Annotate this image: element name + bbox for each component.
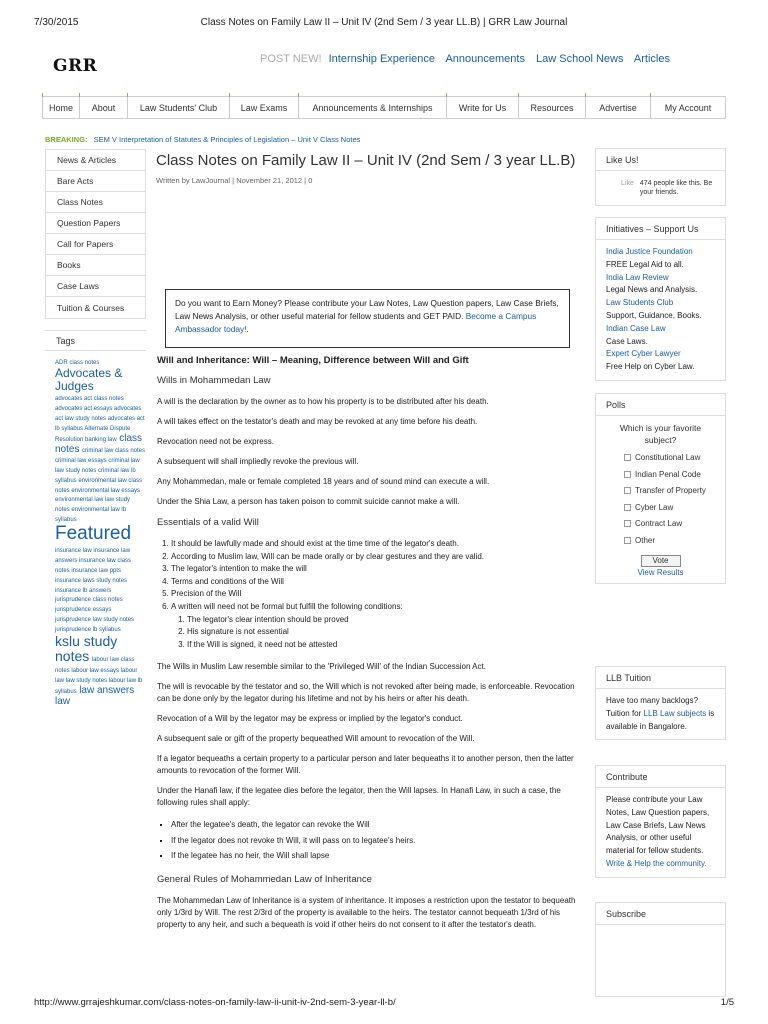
print-header: [0, 0, 768, 28]
post-date: November 21, 2012: [236, 176, 303, 185]
paragraph: Any Mohammedan, male or female completed 18 years and of sound mind can execute a will.: [157, 477, 490, 486]
checkbox-icon[interactable]: [624, 487, 631, 494]
left-menu: [45, 149, 146, 319]
section-heading: Essentials of a valid Will: [157, 517, 259, 528]
top-nav-articles[interactable]: Articles: [633, 53, 670, 65]
paragraph: Under the Hanafi law, if the legatee dies before the legator, then the Will lapses. In Hanafi Law, in such a case, the following rules shall apply:: [157, 786, 561, 808]
initiative-desc: Free Help on Cyber Law.: [606, 362, 695, 372]
llb-subjects-link[interactable]: LLB Law subjects: [643, 708, 707, 718]
post-title: Class Notes on Family Law II – Unit IV (2nd Sem / 3 year LL.B): [156, 152, 576, 169]
initiative-link[interactable]: Expert Cyber Lawyer: [606, 349, 681, 359]
post-comments[interactable]: 0: [308, 176, 313, 185]
left-menu-question-papers[interactable]: Question Papers: [46, 213, 145, 234]
initiative-link[interactable]: India Justice Foundation: [606, 247, 693, 256]
list-item: 2. According to Muslim law, Will can be made orally or by clear gestures and they are valid.: [171, 551, 579, 564]
left-menu-tuition-courses[interactable]: Tuition & Courses: [57, 302, 125, 313]
post-new-label: POST NEW!: [260, 53, 322, 65]
nav-law-exams[interactable]: Law Exams: [230, 97, 299, 118]
left-menu-books[interactable]: Books: [46, 255, 145, 276]
tuition-text-end: is available in Bangalore.: [606, 708, 715, 731]
tag-link[interactable]: kslu study notes: [55, 632, 118, 665]
list-item: 3. If the Will is signed, it need not be attested: [187, 639, 579, 652]
write-help-link[interactable]: Write & Help the community.: [606, 858, 707, 868]
view-results-link[interactable]: View Results: [637, 568, 684, 577]
initiative-link[interactable]: Indian Case Law: [606, 323, 666, 333]
tag-link[interactable]: labour law class notes labour law essays labour law law study notes labour law lb syllabus: [55, 657, 143, 695]
like-widget: [595, 148, 726, 206]
left-menu-news-articles[interactable]: News & Articles: [46, 150, 145, 171]
paragraph: The Mohammedan Law of Inheritance is a system of inheritance. It imposes a restriction upon the testator to bequeath only 1/3rd by Will. The rest 2/3rd of the property is available to the heirs. The testator cannot bequeath 1/3rd of his property to any heir, and such a bequeath is void if other heirs do not consent to it after the testator's death.: [157, 895, 576, 929]
list-item: ▪ If the legatee has no heir, the Will shall lapse: [171, 848, 579, 864]
nav-home[interactable]: Home: [43, 97, 80, 118]
poll-option[interactable]: Indian Penal Code: [596, 467, 725, 484]
tag-link[interactable]: insurance law insurance law answers insurance law class notes insurance law ppts insurance laws study notes insurance lb answers jurisprudence class notes jurisprudence essays jurisprudence law study notes jurisprudence lb syllabus: [55, 547, 135, 634]
article-heading: Will and Inheritance: Will – Meaning, Difference between Will and Gift: [157, 355, 469, 366]
list-item: 3. The legator's intention to make the will: [171, 563, 579, 576]
initiative-desc: Case Laws.: [606, 336, 648, 346]
poll-option[interactable]: Other: [596, 533, 725, 550]
poll-option[interactable]: Contract Law: [596, 516, 725, 533]
paragraph: A will is the declaration by the owner as to how his property is to be distributed after his death.: [157, 397, 489, 406]
top-nav-announcements[interactable]: Announcements: [445, 53, 525, 65]
tags-widget: [45, 330, 146, 707]
promo-box: [165, 289, 570, 348]
tag-link[interactable]: law answers law: [55, 684, 135, 707]
poll-option[interactable]: Cyber Law: [596, 500, 725, 517]
paragraph: If a legator bequeaths a certain property to a particular person and later bequeaths it to another person, then the latter amounts to revocation of the former Will.: [157, 754, 574, 776]
paragraph: Under the Shia Law, a person has taken poison to commit suicide cannot make a will.: [157, 497, 460, 506]
print-title: Class Notes on Family Law II – Unit IV (2nd Sem / 3 year LL.B) | GRR Law Journal: [200, 17, 568, 28]
top-nav: [260, 53, 678, 65]
paragraph: A will takes effect on the testator's death and may be revoked at any time before his death.: [157, 417, 478, 426]
initiatives-widget: [595, 217, 726, 381]
like-count-text: 474 people like this. Be your friends.: [639, 180, 713, 196]
breaking-news: [45, 135, 360, 144]
left-menu-bare-acts[interactable]: Bare Acts: [46, 171, 145, 192]
nav-about[interactable]: About: [80, 97, 128, 118]
post-header: [156, 149, 582, 185]
initiative-desc: Support, Guidance, Books.: [606, 310, 702, 320]
left-menu-case-laws[interactable]: Case Laws: [46, 276, 145, 297]
like-title: Like Us!: [596, 149, 725, 171]
page-number: 1/5: [720, 997, 734, 1008]
checkbox-icon[interactable]: [624, 471, 631, 478]
list-item: ▪ If the legator does not revoke th Will, it will pass on to legatee's heirs.: [171, 833, 579, 849]
post-byline: Written by LawJournal | November 21, 2012 | 0: [156, 176, 313, 185]
section-heading: Wills in Mohammedan Law: [157, 375, 271, 386]
print-date: 7/30/2015: [34, 17, 79, 28]
rules-list: [171, 817, 579, 864]
checkbox-icon[interactable]: [624, 454, 631, 461]
list-item: 1. It should be lawfully made and should exist at the time time of the legator's death.: [171, 538, 579, 551]
nav-write-for-us[interactable]: Write for Us: [447, 97, 519, 118]
paragraph: Revocation need not be express.: [157, 437, 274, 446]
initiative-link[interactable]: India Law Review: [606, 272, 669, 282]
tuition-text: Have too many backlogs? Tuition for: [606, 696, 699, 718]
byline-prefix: Written by: [156, 176, 190, 185]
subscribe-title: Subscribe: [596, 903, 725, 925]
poll-option[interactable]: Transfer of Property: [596, 483, 725, 500]
breaking-label: BREAKING:: [45, 135, 88, 144]
list-item: 2. His signature is not essential: [187, 626, 579, 639]
campus-ambassador-link[interactable]: Become a Campus Ambassador today!: [175, 311, 537, 334]
nav-my-account[interactable]: My Account: [651, 97, 725, 118]
paragraph: The Wills in Muslim Law resemble similar to the 'Privileged Will' of the Indian Succession Act.: [157, 662, 486, 672]
tag-link[interactable]: advocates act class notes advocates act essays advocates act law study notes advocates act lb syllabus Alternate Dispute Resolution banking law: [55, 396, 145, 443]
contribute-text: Please contribute your Law Notes, Law Question papers, Law Case Briefs, Law News Analysis, or other useful material for fellow students.: [606, 795, 710, 856]
conditions-list: [187, 614, 579, 652]
page-url: http://www.grrajeshkumar.com/class-notes-on-family-law-ii-unit-iv-2nd-sem-3-year-ll-b/: [34, 997, 396, 1008]
main-nav: [42, 96, 726, 119]
paragraph: A subsequent sale or gift of the property bequeathed Will amount to revocation of the Will.: [157, 734, 475, 744]
paragraph: A subsequent will shall impliedly revoke the previous will.: [157, 457, 359, 466]
checkbox-icon[interactable]: [624, 537, 631, 544]
initiative-desc: FREE Legal Aid to all.: [606, 259, 684, 269]
promo-text: Do you want to Earn Money? Please contribute your Law Notes, Law Question papers, Law Case Briefs, Law News Analysis, or other useful material for fellow students and GET PAID.: [175, 298, 559, 321]
print-footer: [34, 997, 734, 1008]
site-logo[interactable]: GRR: [53, 56, 98, 76]
tag-link[interactable]: class notes: [55, 432, 143, 455]
nav-announcements-internships[interactable]: Announcements & Internships: [299, 97, 447, 118]
polls-widget: [595, 393, 726, 584]
tag-link[interactable]: Featured: [55, 523, 132, 545]
article-body: [157, 355, 579, 939]
polls-title: Polls: [596, 394, 725, 416]
paragraph: The will is revocable by the testator and so, the Will which is not revoked after being made, is enforceable. Revocation can be done only by the legator during his lifetime and not by his heirs or after his death.: [157, 682, 575, 704]
list-item: 1. The legator's clear intention should be proved: [187, 614, 579, 627]
nav-resources[interactable]: Resources: [519, 97, 586, 118]
post-author[interactable]: LawJournal: [191, 176, 231, 185]
top-nav-internship[interactable]: Internship Experience: [328, 53, 435, 65]
initiatives-title: Initiatives – Support Us: [596, 218, 725, 240]
nav-advertise[interactable]: Advertise: [586, 97, 651, 118]
contribute-title: Contribute: [596, 766, 725, 788]
tuition-widget: [595, 666, 726, 740]
initiative-link[interactable]: Law Students Club: [606, 298, 674, 308]
paragraph: Revocation of a Will by the legator may be express or implied by the legator's conduct.: [157, 714, 463, 724]
top-nav-law-school-news[interactable]: Law School News: [536, 53, 624, 65]
like-button[interactable]: Like: [621, 180, 634, 187]
tuition-title: LLB Tuition: [596, 667, 725, 689]
left-menu-call-for-papers[interactable]: Call for Papers: [46, 234, 145, 255]
list-item: 6. A written will need not be formal but fulfill the following conditions: 1. The legator's clear intention should be proved 2. His signature is not essential 3. If the Will is signed, it need not be attested: [171, 601, 579, 651]
checkbox-icon[interactable]: [624, 504, 631, 511]
nav-law-students-club[interactable]: Law Students' Club: [128, 97, 230, 118]
breaking-link[interactable]: SEM V Interpretation of Statutes & Principles of Legislation – Unit V Class Notes: [93, 135, 361, 144]
vote-button[interactable]: Vote: [641, 555, 681, 567]
initiative-desc: Legal News and Analysis.: [606, 285, 698, 295]
list-item: 5. Precision of the Will: [171, 588, 579, 601]
section-heading: General Rules of Mohammedan Law of Inheritance: [157, 873, 372, 885]
contribute-widget: [595, 765, 726, 878]
left-menu-class-notes[interactable]: Class Notes: [46, 192, 145, 213]
essentials-list: [171, 538, 579, 651]
subscribe-widget: [595, 902, 726, 997]
tags-title: Tags: [45, 330, 146, 351]
list-item: 4. Terms and conditions of the Will: [171, 576, 579, 589]
poll-question: Which is your favorite subject?: [619, 423, 702, 445]
poll-option[interactable]: Constitutional Law: [596, 450, 725, 467]
promo-end: .: [246, 324, 249, 334]
list-item: ▪ After the legatee's death, the legator can revoke the Will: [171, 817, 579, 833]
tag-cloud: [45, 351, 146, 707]
tag-link[interactable]: ADR class notes: [55, 360, 100, 366]
tag-link[interactable]: Advocates & Judges: [55, 365, 123, 394]
tag-link[interactable]: criminal law class notes criminal law essays criminal law law study notes criminal law lb syllabus environmental law class notes environmental law essays environmental law law study notes environmental law lb syllabus: [55, 447, 146, 524]
checkbox-icon[interactable]: [624, 520, 631, 527]
